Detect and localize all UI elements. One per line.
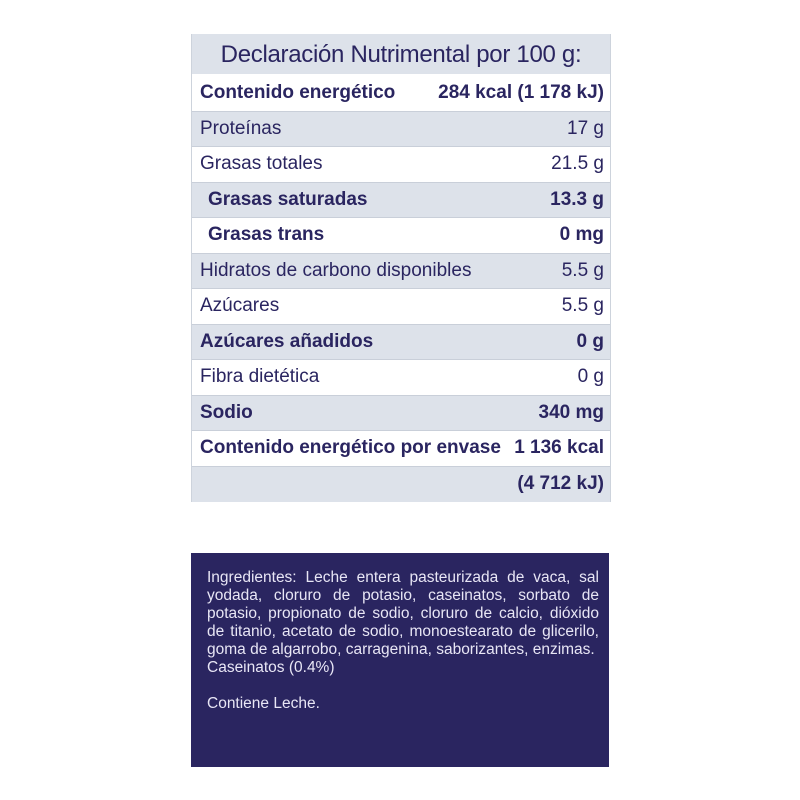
row-label: Proteínas: [200, 117, 282, 139]
nutrition-row: [192, 360, 610, 396]
allergen-statement: Contiene Leche.: [207, 695, 320, 712]
row-value: 5.5 g: [561, 295, 604, 317]
row-label: Grasas trans: [208, 224, 325, 246]
row-value: 340 mg: [538, 401, 604, 423]
nutrition-title: Declaración Nutrimental por 100 g:: [192, 34, 610, 76]
row-value: 1 136 kcal: [514, 437, 604, 459]
row-value: 21.5 g: [551, 153, 604, 175]
row-label: Grasas totales: [200, 153, 323, 175]
nutrition-row: [192, 218, 610, 254]
nutrition-row: [192, 76, 610, 112]
row-value: 284 kcal (1 178 kJ): [438, 82, 604, 104]
ingredients-panel: [191, 553, 609, 767]
nutrition-row: [192, 431, 610, 467]
row-label: Azúcares añadidos: [200, 330, 374, 352]
row-value: 13.3 g: [550, 188, 604, 210]
row-label: Grasas saturadas: [208, 188, 368, 210]
row-label: Contenido energético por envase: [200, 437, 501, 459]
ingredients-text: Ingredientes: Leche entera pasteurizada de vaca, sal yodada, cloruro de potasio, caseinatos, sorbato de potasio, propionato de sodio, cloruro de calcio, dióxido de titanio, acetato de sodio, monoestearato de glicerilo, goma de algarrobo, carragenina, saborizantes, enzimas.: [207, 569, 599, 658]
nutrition-row: [192, 112, 610, 148]
row-value: 5.5 g: [561, 259, 604, 281]
nutrition-facts-table: [191, 34, 611, 502]
nutrition-row: [192, 147, 610, 183]
row-value: (4 712 kJ): [517, 473, 604, 495]
row-value: 0 g: [576, 330, 604, 352]
nutrition-row: [192, 183, 610, 219]
nutrition-row: [192, 289, 610, 325]
row-value: 17 g: [567, 117, 604, 139]
nutrition-row: [192, 396, 610, 432]
row-label: Contenido energético: [200, 82, 396, 104]
nutrition-row: [192, 254, 610, 290]
row-label: Sodio: [200, 401, 253, 423]
row-value: 0 mg: [559, 224, 604, 246]
row-value: 0 g: [577, 366, 604, 388]
row-label: Fibra dietética: [200, 366, 320, 388]
row-label: Azúcares: [200, 295, 280, 317]
caseinates-note: Caseinatos (0.4%): [207, 659, 335, 676]
nutrition-row: [192, 467, 610, 503]
row-label: Hidratos de carbono disponibles: [200, 259, 472, 281]
nutrition-row: [192, 325, 610, 361]
